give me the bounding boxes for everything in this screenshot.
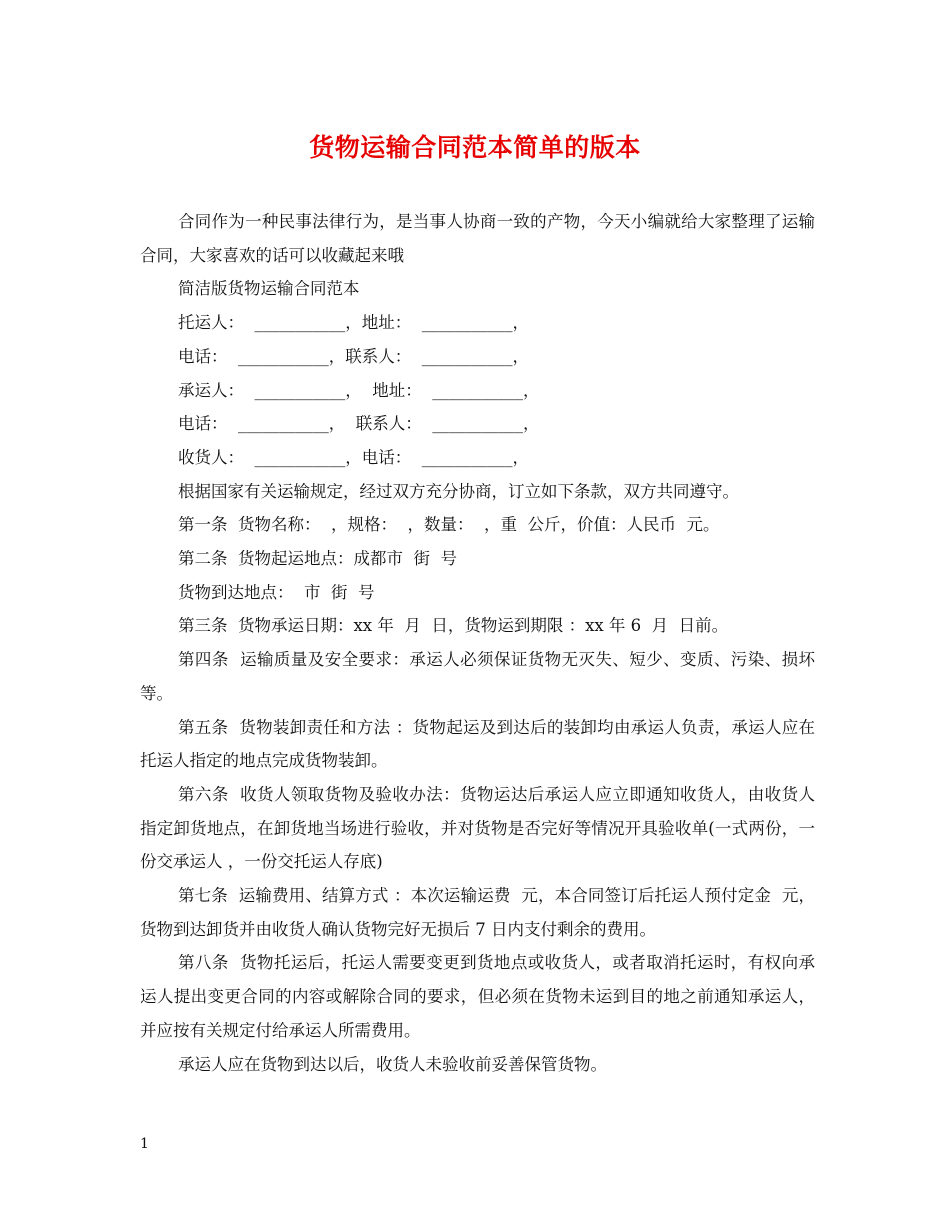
paragraph-article-4: 第四条 运输质量及安全要求：承运人必须保证货物无灭失、短少、变质、污染、损坏等。 <box>140 650 815 703</box>
paragraph-article-8: 第八条 货物托运后，托运人需要变更到货地点或收货人，或者取消托运时，有权向承运人提出变更合同的内容或解除合同的要求，但必须在货物未运到目的地之前通知承运人，并应按有关规定付给承运人所需费用。 <box>140 953 815 1040</box>
paragraph-carrier: 承运人： ___________， 地址： ___________， <box>178 380 540 400</box>
document-body <box>140 205 815 1081</box>
paragraph-article-3: 第三条 货物承运日期：xx 年 月 日，货物运到期限 ：xx 年 6 月 日前。 <box>178 616 729 636</box>
paragraph-article-6: 第六条 收货人领取货物及验收办法：货物运达后承运人应立即通知收货人，由收货人指定卸货地点，在卸货地当场进行验收，并对货物是否完好等情况开具验收单(一式两份，一份交承运人 ，一份交托运人存底) <box>140 784 815 872</box>
paragraph-article-7: 第七条 运输费用、结算方式 ：本次运输运费 元，本合同签订后托运人预付定金 元，货物到达卸货并由收货人确认货物完好无损后 7 日内支付剩余的费用。 <box>140 886 815 939</box>
paragraph-consignee: 收货人： ___________，电话： ___________， <box>178 447 529 467</box>
paragraph-shipper-contact: 电话： ___________，联系人： ___________， <box>178 346 529 366</box>
paragraph-subtitle: 简洁版货物运输合同范本 <box>178 279 360 299</box>
paragraph-article-5: 第五条 货物装卸责任和方法 ：货物起运及到达后的装卸均由承运人负责，承运人应在托运人指定的地点完成货物装卸。 <box>140 717 815 771</box>
paragraph-carrier-contact: 电话： ___________， 联系人： ___________， <box>178 414 540 434</box>
document-title: 货物运输合同范本简单的版本 <box>309 133 641 162</box>
paragraph-destination: 货物到达地点： 市 街 号 <box>178 582 375 602</box>
paragraph-intro: 合同作为一种民事法律行为，是当事人协商一致的产物，今天小编就给大家整理了运输合同，大家喜欢的话可以收藏起来哦 <box>140 212 815 265</box>
paragraph-article-2: 第二条 货物起运地点：成都市 街 号 <box>178 549 457 569</box>
paragraph-storage: 承运人应在货物到达以后，收货人未验收前妥善保管货物。 <box>178 1054 607 1074</box>
paragraph-shipper: 托运人： ___________，地址： ___________， <box>178 313 529 333</box>
page-number: 1 <box>140 1136 149 1152</box>
paragraph-article-1: 第一条 货物名称： ，规格： ，数量： ，重 公斤，价值：人民币 元。 <box>178 515 720 535</box>
paragraph-preamble: 根据国家有关运输规定，经过双方充分协商，订立如下条款，双方共同遵守。 <box>178 481 739 501</box>
